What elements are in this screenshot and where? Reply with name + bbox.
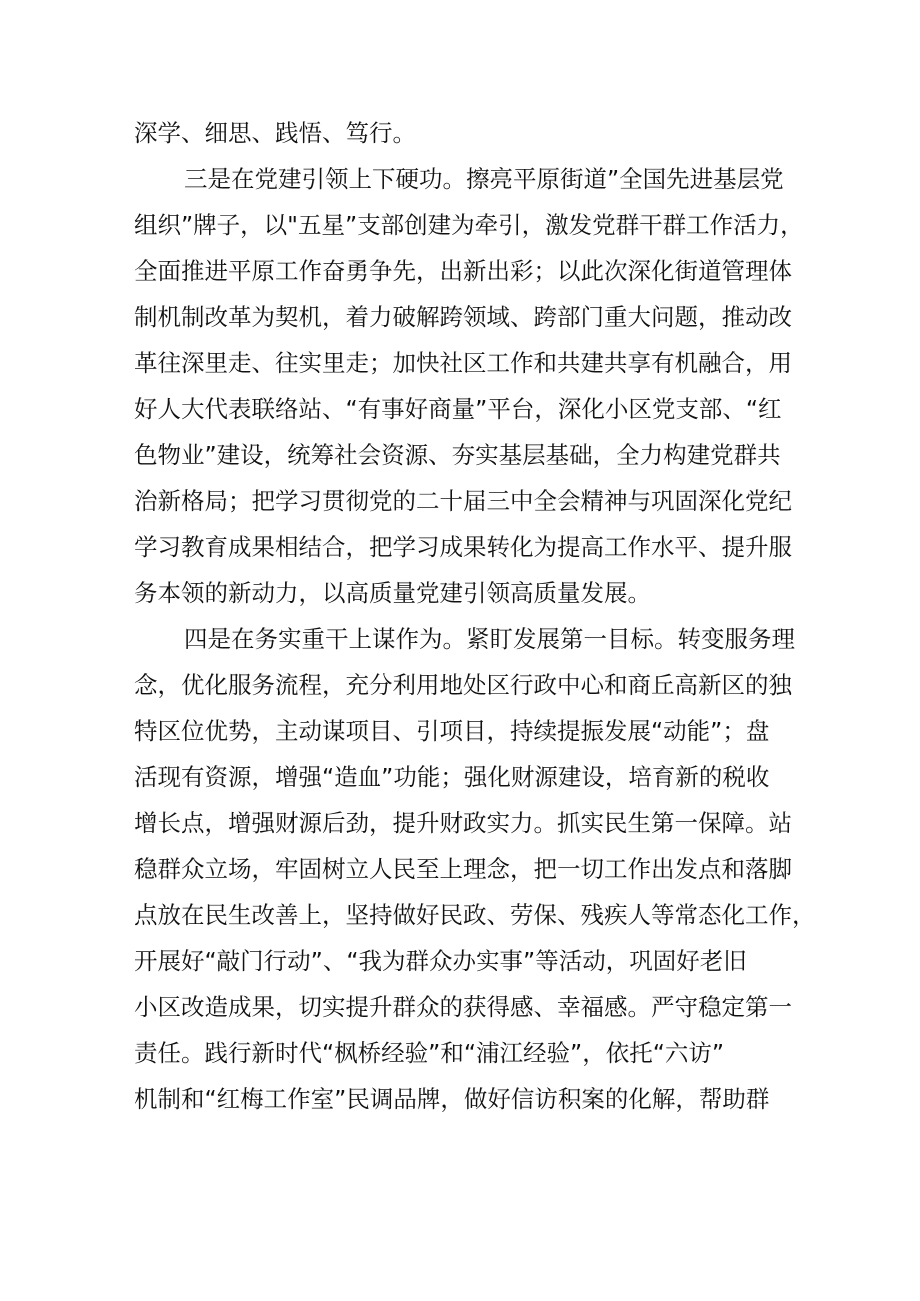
text-line-3: 组织”牌子，以"五星”支部创建为牵引，激发党群干群工作活力， (134, 211, 804, 239)
text-line-19: 开展好“敲门行动”、“我为群众办实事”等活动，巩固好老旧 (134, 947, 747, 975)
text-line-2: 三是在党建引领上下硬功。擦亮平原街道”全国先进基层党 (184, 165, 784, 193)
text-line-16: 增长点，增强财源后劲，提升财政实力。抓实民生第一保障。站 (134, 809, 792, 837)
text-line-12: 四是在务实重干上谋作为。紧盯发展第一目标。转变服务理 (184, 625, 795, 653)
text-line-20: 小区改造成果，切实提升群众的获得感、幸福感。严守稳定第一 (134, 993, 792, 1021)
text-line-9: 治新格局；把学习贯彻党的二十届三中全会精神与巩固深化党纪 (134, 487, 792, 515)
text-line-7: 好人大代表联络站、“有事好商量”平台，深化小区党支部、“红 (134, 395, 782, 423)
text-line-6: 革往深里走、往实里走；加快社区工作和共建共享有机融合，用 (134, 349, 792, 377)
text-line-21: 责任。践行新时代“枫桥经验”和“浦江经验”，依托“六访” (134, 1039, 725, 1067)
text-line-1: 深学、细思、践悟、笃行。 (134, 119, 416, 147)
text-line-18: 点放在民生改善上，坚持做好民政、劳保、残疾人等常态化工作， (134, 901, 816, 929)
text-line-8: 色物业”建设，统筹社会资源、夯实基层基础，全力构建党群共 (134, 441, 781, 469)
text-line-5: 制机制改革为契机，着力破解跨领域、跨部门重大问题，推动改 (134, 303, 792, 331)
text-line-11: 务本领的新动力，以高质量党建引领高质量发展。 (134, 579, 651, 607)
text-line-22: 机制和“红梅工作室”民调品牌，做好信访积案的化解，帮助群 (134, 1085, 770, 1113)
text-line-4: 全面推进平原工作奋勇争先，出新出彩；以此次深化街道管理体 (134, 257, 792, 285)
text-line-15: 活现有资源，增强“造血”功能；强化财源建设，培育新的税收 (134, 763, 770, 791)
text-line-13: 念，优化服务流程，充分利用地处区行政中心和商丘高新区的独 (134, 671, 792, 699)
text-line-17: 稳群众立场，牢固树立人民至上理念，把一切工作出发点和落脚 (134, 855, 792, 883)
text-line-10: 学习教育成果相结合，把学习成果转化为提高工作水平、提升服 (134, 533, 792, 561)
text-line-14: 特区位优势，主动谋项目、引项目，持续提振发展“动能”；盘 (134, 717, 770, 745)
